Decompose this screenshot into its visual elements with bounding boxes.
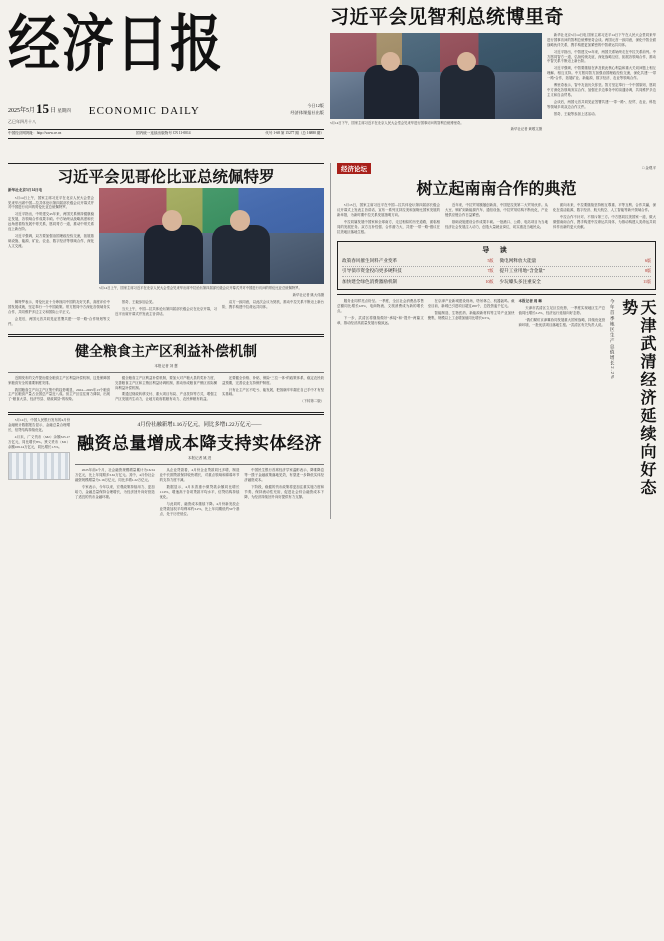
website-url[interactable]: 中国经济网网址：http://www.ce.cn [8,131,62,136]
guide-item-page: 11版 [643,278,651,284]
story3-byline: 本报记者 姚 进 [187,456,212,461]
paragraph: 当天上午，中国—拉共体论坛第四届部长级会议在北京开幕，习近平出席开幕式并发表主旨讲话。 [115,306,217,316]
lead-story-right [330,6,656,158]
column [222,376,324,407]
lead-right-headline[interactable]: 习近平会见智利总统博里奇 [330,6,565,28]
paragraph: 近期发布的文件提出健全粮食主产区利益补偿机制，这是保障国家粮食安全的重要制度安排。 [8,375,110,385]
paragraph: 专家表示，今年以来，宏观政策持续用力、更加给力，金融总量保持合理增长，为经济回升向好营造了适宜的货币金融环境。 [75,485,155,500]
lunar-date: 乙巳年四月十八 [8,118,36,124]
reading-guide-box [337,241,656,291]
paragraph: 习近平指出，中智建交55年来，两国关系始终走在中拉关系前列。中方愿同智方一道，弘扬传统友谊，深化战略互信，拓展各领域合作，推动中智关系不断迈上新台阶。 [547,49,656,64]
paragraph: 下一步，武清区将继续做好“承接”和“提升”两篇文章，推动经济高质量发展行稳致远。 [337,316,424,325]
story-wuqing [337,299,656,505]
money-supply-chart [8,452,70,480]
paragraph: 习近平强调，中智要继续在涉及彼此核心利益和重大关切问题上相互理解、相互支持。中方愿同智方加强治国理政经验交流，深化共建“一带一路”合作，拓展矿业、新能源、数字经济、农业等领域合作。 [547,66,656,81]
weekday: 星期四 [57,107,71,113]
paragraph: 面向未来，中拉要继续坚持相互尊重、平等互利、合作共赢，深化在清洁能源、数字经济、航天航空、人工智能等新兴领域合作。 [553,203,656,212]
paragraph: 我国粮食生产向主产区集中的趋势明显，2024—2025年13个粮食主产区粮食产量占全国总产量近八成。但主产区往往财力薄弱，出现了“粮食大县、经济穷县、财政弱县”的现象。 [8,387,110,402]
list-item[interactable] [342,276,494,286]
paragraph: 中拉合作不针对、不排斥第三方。中方愿同拉美国家一道，做大做强南南合作，携手构建中拉命运共同体，为推动构建人类命运共同体作出新的更大贡献。 [553,214,656,229]
opinion-essay [337,163,656,237]
paragraph: 健全粮食主产区利益补偿机制，要加大对产粮大县的奖补力度，完善粮食主产区和主销区利益协调机制，推动形成粮食产销区省际横向利益补偿机制。 [115,375,217,390]
newspaper-logo: 经济日报 [8,8,225,81]
wuqing-dateline: 本报记者 周 琳 [518,299,542,304]
paragraph: 会谈后，两国元首共同见证签署共建“一带一路”、经贸、农业、科技等领域多项双边合作文件。 [547,100,656,109]
lead-right-photo [330,33,542,119]
guide-item-page: 5版 [487,258,494,264]
lead-right-caption: 5月14日下午，国家主席习近平在北京人民大会堂会见来华进行国事访问的智利总统博里奇。 [330,120,464,125]
guide-item-label: 政策春风催生饲料产业变革 [342,258,398,264]
guide-item-page: 6版 [645,258,651,264]
story2-byline: 本报记者 刘 慧 [154,363,178,368]
paragraph: 近年来，中拉贸易额屡创新高，中国是拉美第二大贸易伙伴。从大豆、铜矿到新能源汽车、通信设备，中拉贸易结构不断优化，产业链供应链合作日益紧密。 [445,203,548,217]
guide-title: 导 读 [482,244,511,254]
column [8,376,110,407]
guide-list-left [342,257,494,287]
guide-item-label: 加快建全绿色消费激励机制 [342,278,398,284]
paragraph: 中国民生银行首席经济学家温彬表示，降准降息等一揽子金融政策落地见效，有望进一步降低实体经济融资成本。 [244,468,325,483]
story2-headline[interactable]: 健全粮食主产区利益补偿机制 [75,343,257,360]
column [115,376,217,407]
lead-story-left [8,167,324,329]
date-prefix: 2025年5月 [8,107,36,114]
story2-body [8,376,324,407]
list-item[interactable] [500,276,652,286]
paragraph: 双方一致同意，以此次会议为契机，推动中拉关系不断迈上新台阶，携手构建中拉命运共同体。 [222,299,324,309]
paragraph: 天津市武清区立足区位优势，一季度实现地区生产总值同比增长2.2%，经济运行延续向好态势。 [518,306,606,316]
lead-right-photo-block [330,33,542,132]
story3-headline[interactable]: 融资总量增成本降支持实体经济 [77,434,322,455]
masthead-meta [8,101,324,117]
paragraph: 中拉同属发展中国家和全球南方，走过相似的历史道路，面临相同的发展任务。双方互补性强、合作潜力大，共建“一带一路”倡议在拉美地区落地生根。 [337,219,440,234]
guide-item-page: 10版 [485,278,494,284]
paragraph: 只有让主产区不吃亏、能发展，把饭碗牢牢端在自己手中才有坚实基础。 [222,387,324,397]
paragraph: 2025年前4个月，社会融资规模增量累计为16.34万亿元，比上年同期多3.61万亿元。其中，4月份社会融资规模增量为1.16万亿元，同比多增1.22万亿元。 [75,468,155,483]
essay-headline[interactable]: 树立起南南合作的典范 [416,179,577,198]
column [244,468,324,518]
cn-number: 国内统一连续出版物号 CN 11-0014 [136,131,191,136]
section-tag: 经济论坛 [337,163,371,174]
guide-item-page: 8版 [645,268,651,274]
guide-item-page: 7版 [487,268,494,274]
column [337,299,424,505]
paragraph: 智能制造、生物医药、新能源新材料等主导产业加快聚集，规模以上工业增加值同比增长6.5%。 [427,311,515,320]
masthead-info-line [8,129,324,139]
paragraph: 4月末，广义货币（M2）余额325.17万亿元，同比增长8%。狭义货币（M1）余额109.14万亿元，同比增长1.5%。 [8,435,70,450]
publisher-note: 经济体课报社出版 [290,109,324,115]
right-column [337,163,656,519]
lead-left-photo-block [99,188,324,297]
column [428,299,515,505]
main-section [8,163,656,519]
paragraph: 从企业贷款看，4月份企业贷款同比多增，制造业中长期贷款保持较快增长，对重点领域和薄弱环节的支持力度不减。 [159,468,240,483]
column [222,300,324,329]
story3-sidebar [8,418,70,518]
paragraph: 下阶段，稳健的货币政策将更加注重实施力度和节奏，保持流动性充裕，促进社会综合融资成本下降，为经济持续回升向好提供有力支撑。 [244,485,325,500]
paragraph: 蔡奇、王毅等参加上述活动。 [553,111,598,116]
column [115,300,217,329]
guide-list-right [500,257,652,287]
wuqing-headline[interactable]: 天津武清经济延续向好态势 [619,299,657,498]
list-item[interactable] [500,257,652,266]
guide-item-label: 少玩噱头多注重安全 [499,278,541,284]
paragraph: 服务业同样亮点纷呈。一季度，全区社会消费品零售总额同比增长4.8%，电商物流、文旅消费成为新的增长点。 [337,299,424,314]
wuqing-subhead: 今年首季地区生产总值增长2.2% [610,299,616,380]
date-suffix: 日 [50,107,57,114]
paragraph: 博里奇表示，智中友谊历久弥坚。智方坚定奉行一个中国原则，愿同中方深化各领域务实合作，加强在多边事务中的沟通协调，共同维护多边主义和自由贸易。 [547,83,656,98]
column [553,203,656,237]
paragraph: “我们紧盯京津冀协同发展重大国家战略，持续优化营商环境，一批优质项目落地生根。”武清区有关负责人说。 [518,318,606,328]
essay-author: □ 金观平 [642,166,656,170]
list-item[interactable] [500,266,652,276]
lead-right-credit: 新华社记者 黄敬文摄 [510,127,542,132]
paragraph: 与此同时，融资成本继续下降。4月份新发放企业贷款加权平均利率约3.2%，比上年同期低约50个基点，处于历史低位。 [159,501,240,516]
paragraph: 5月14日，中国人民银行发布的4月份金融统计数据报告显示，金融总量合理增长，信贷结构持续优化。 [8,418,70,433]
paragraph: 蔡奇、王毅参加会见。 [121,299,156,304]
column [518,299,605,505]
paragraph: 要通过财政转移支付、重大项目布局、产业扶持等方式，增强主产区发展内生动力，让地方政府抓粮有动力、农民种粮有收益。 [115,392,217,402]
paragraph: 在京津产业新城建设现场，塔吊林立、机器轰鸣。截至目前，新城已引进项目超过200个，总投资逾千亿元。 [427,299,515,309]
publication-date [8,101,71,117]
english-title: ECONOMIC DAILY [88,104,201,117]
paragraph: 会见后，两国元首共同见证签署共建“一带一路”合作规划等文件。 [8,316,110,326]
lead-left-headline[interactable]: 习近平会见哥伦比亚总统佩特罗 [57,167,275,186]
today-pages: 今日12版 [307,103,324,109]
paragraph: 数据显示，4月末普惠小微贷款余额同比增长11.9%，增速高于各项贷款平均水平，信贷结构持续优化。 [159,485,240,500]
column [337,203,440,237]
guide-item-label: 微电网释放大能量 [499,258,537,264]
wuqing-body [337,299,605,505]
dateline: 新华社北京5月14日电 [8,188,43,193]
paragraph: 习近平强调，双方要加强治国理政经验交流，拓展基础设施、能源、矿业、农业、数字经济等领域合作，深化人文交流。 [8,234,94,249]
lead-right-text [547,33,656,132]
continued-note: （下转第二版） [300,399,324,404]
paragraph: 习近平指出，中哥建交45年来，两国关系保持健康稳定发展，各领域合作成果丰硕。中方始终从战略高度和长远角度看待发展中哥关系，愿同哥方一道，推动中哥关系迈上新台阶。 [8,212,94,232]
lead-left-col1 [8,188,94,297]
masthead [8,6,324,158]
section-tag-row [337,163,656,174]
issue-number: 代号 1-68 第 15277 期（总 16880 期） [265,131,324,136]
paragraph: 基础设施建设合作成果丰硕。一批港口、公路、电站项目为当地经济社会发展注入动力，创造大量就业岗位，切实惠及当地民众。 [445,219,548,229]
story3-body [75,468,324,518]
top-section [8,6,656,158]
story-financing [8,418,324,518]
story-grain-subsidy [8,341,324,407]
paragraph: 5月13日，国家主席习近平在中国—拉共体论坛第四届部长级会议开幕式上发表主旨讲话，宣布一系列支持拉美和加勒比国家发展的新举措，为新时期中拉关系发展指明方向。 [337,203,440,217]
lead-left-continued [8,300,324,329]
column [75,468,155,518]
paragraph: 5月14日上午，国家主席习近平在北京人民大会堂会见来华出席中国—拉共体论坛第四届部长级会议开幕式并对中国进行访问的哥伦比亚总统佩特罗。 [8,195,94,210]
left-column [8,163,324,519]
paragraph: 还要健全价格、补贴、保险“三位一体”的政策体系，稳定农民收益预期，完善农业支持保护制度。 [222,375,324,385]
guide-item-label: 提升工业用地“含金量” [499,268,545,274]
list-item[interactable] [342,257,494,266]
guide-item-label: 引导债市资金投向更多硬科技 [342,268,402,274]
essay-body [337,203,656,237]
story3-kicker: 4月份社融新增1.16万亿元，同比多增1.22万亿元—— [137,422,262,429]
column [445,203,548,237]
paragraph: 佩特罗表示，哥伦比亚十分珍视同中国的友好关系，高度评价中国发展成就，坚定奉行一个中国政策。哥方愿同中方深化各领域务实合作，共同维护多边主义和国际公平正义。 [8,299,110,314]
column [160,468,240,518]
date-day: 15 [36,100,50,116]
column-divider [330,163,331,519]
lead-left-credit: 新华社记者 姚大伟摄 [292,292,324,297]
lead-left-photo [99,188,324,284]
column [8,300,110,329]
list-item[interactable] [342,266,494,276]
lead-left-caption: 5月14日上午，国家主席习近平在北京人民大会堂会见来华出席中拉论坛第四届部长级会议开幕式并对中国进行访问的哥伦比亚总统佩特罗。 [99,286,302,291]
paragraph: 新华社北京5月14日电 国家主席习近平14日下午在人民大会堂同来华进行国事访问的智利总统博里奇会谈。两国元首一致同意，深化中智全面战略伙伴关系，携手构建更加紧密的中智命运共同体。 [547,32,656,47]
